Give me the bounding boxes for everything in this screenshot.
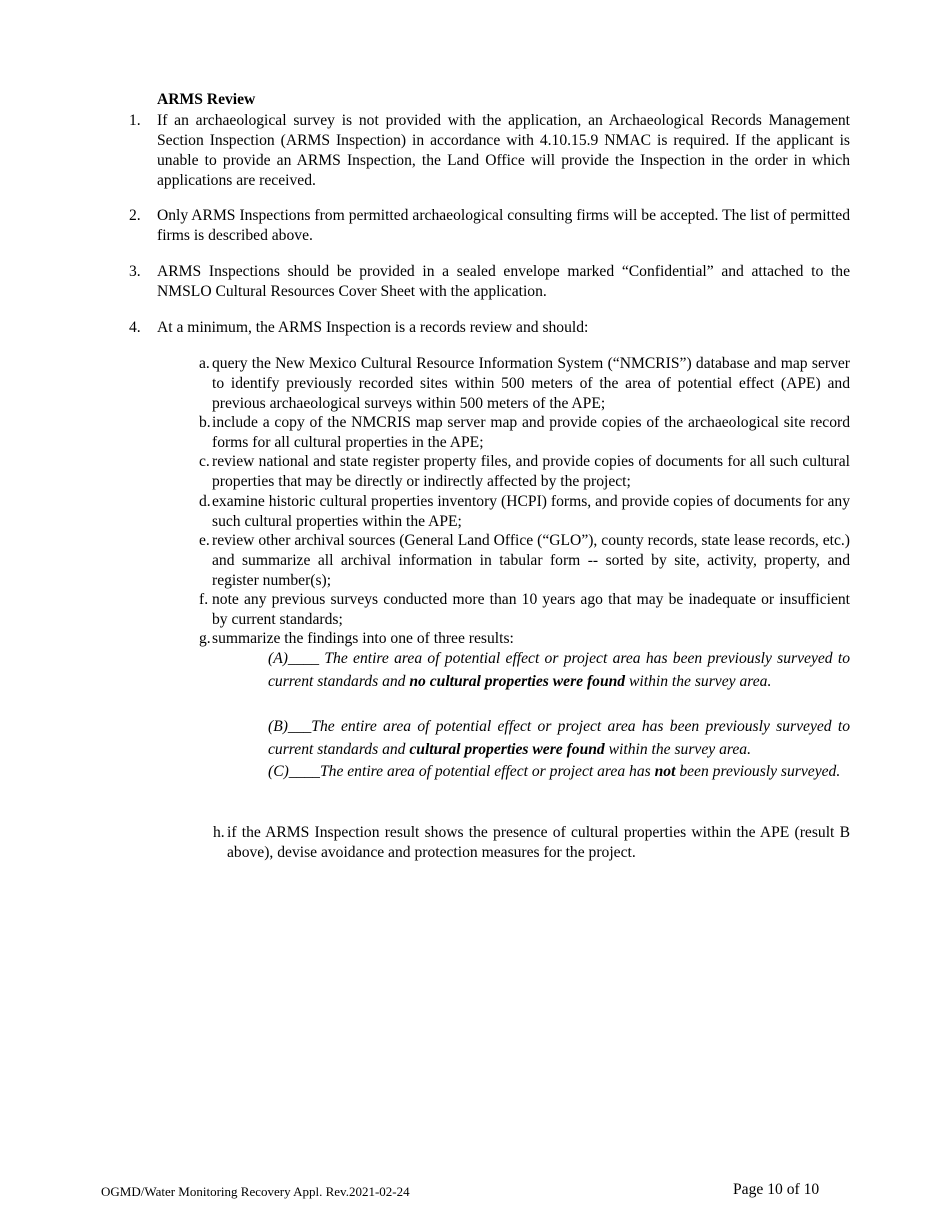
sub-text: review other archival sources (General Land Office (“GLO”), county records, state lease records, etc.) and summarize all archival information in tabular form -- sorted by site, activity, property, and register number(s); <box>212 532 850 589</box>
list-number: 3. <box>129 263 141 280</box>
sub-text: review national and state register property files, and provide copies of documents for all such cultural properties that may be directly or indirectly affected by the project; <box>212 453 850 490</box>
result-b-bold: cultural properties were found <box>409 740 605 758</box>
result-b-pre: (B)___The entire area of potential effect or project area has been previously surveyed to current standards and <box>268 718 850 758</box>
result-b-post: within the survey area. <box>604 740 751 758</box>
list-item-3 <box>129 262 850 302</box>
sub-item-h <box>213 823 850 863</box>
sub-text: examine historic cultural properties inventory (HCPI) forms, and provide copies of documents for any such cultural properties within the APE; <box>212 493 850 530</box>
list-number: 1. <box>129 112 141 129</box>
list-number: 2. <box>129 207 141 224</box>
sub-letter: f. <box>199 591 209 608</box>
list-item-4 <box>129 318 850 338</box>
sub-letter: h. <box>213 824 225 841</box>
sub-item-b <box>199 413 850 453</box>
list-item-1 <box>129 111 850 191</box>
sub-text: if the ARMS Inspection result shows the presence of cultural properties within the APE (result B above), devise avoidance and protection measures for the project. <box>227 824 850 861</box>
sub-item-a <box>199 354 850 414</box>
list-text: ARMS Inspections should be provided in a sealed envelope marked “Confidential” and attached to the NMSLO Cultural Resources Cover Sheet with the application. <box>157 263 850 300</box>
sub-letter: a. <box>199 355 210 372</box>
sub-item-f <box>199 590 850 630</box>
list-text: At a minimum, the ARMS Inspection is a records review and should: <box>157 319 589 336</box>
sub-letter: c. <box>199 453 210 470</box>
sub-text: include a copy of the NMCRIS map server map and provide copies of the archaeological site record forms for all cultural properties in the APE; <box>212 414 850 451</box>
list-number: 4. <box>129 319 141 336</box>
footer-page-number: Page 10 of 10 <box>733 1181 820 1198</box>
sub-letter: g. <box>199 630 211 647</box>
sub-text: note any previous surveys conducted more than 10 years ago that may be inadequate or insufficient by current standards; <box>212 591 850 628</box>
section-heading: ARMS Review <box>157 91 256 108</box>
sub-item-e <box>199 531 850 591</box>
result-a-pre: (A)____ The entire area of potential effect or project area has been previously surveyed to current standards and <box>268 650 850 690</box>
result-b <box>268 716 850 761</box>
list-text: Only ARMS Inspections from permitted archaeological consulting firms will be accepted. The list of permitted firms is described above. <box>157 207 850 244</box>
sub-item-d <box>199 492 850 532</box>
result-c-bold: not <box>654 763 676 780</box>
sub-text: query the New Mexico Cultural Resource Information System (“NMCRIS”) database and map server to identify previously recorded sites within 500 meters of the area of potential effect (APE) and previous archaeological surveys within 500 meters of the APE; <box>212 355 850 412</box>
sub-item-g <box>199 629 850 649</box>
result-c <box>268 761 850 784</box>
footer-doc-id: OGMD/Water Monitoring Recovery Appl. Rev.2021-02-24 <box>101 1184 410 1199</box>
sub-text: summarize the findings into one of three results: <box>212 630 514 647</box>
sub-letter: d. <box>199 493 211 510</box>
result-c-pre: (C)____The entire area of potential effect or project area has <box>268 763 655 780</box>
result-a-bold: no cultural properties were found <box>409 672 626 690</box>
sub-letter: e. <box>199 532 210 549</box>
sub-item-c <box>199 452 850 492</box>
result-c-post: been previously surveyed. <box>675 763 841 780</box>
result-a-post: within the survey area. <box>625 672 772 690</box>
list-item-2 <box>129 206 850 246</box>
list-text: If an archaeological survey is not provided with the application, an Archaeological Records Management Section Inspection (ARMS Inspection) in accordance with 4.10.15.9 NMAC is required. If the applicant is unable to provide an ARMS Inspection, the Land Office will provide the Inspection in the order in which applications are received. <box>157 112 850 189</box>
sub-letter: b. <box>199 414 211 431</box>
result-a <box>268 648 850 693</box>
